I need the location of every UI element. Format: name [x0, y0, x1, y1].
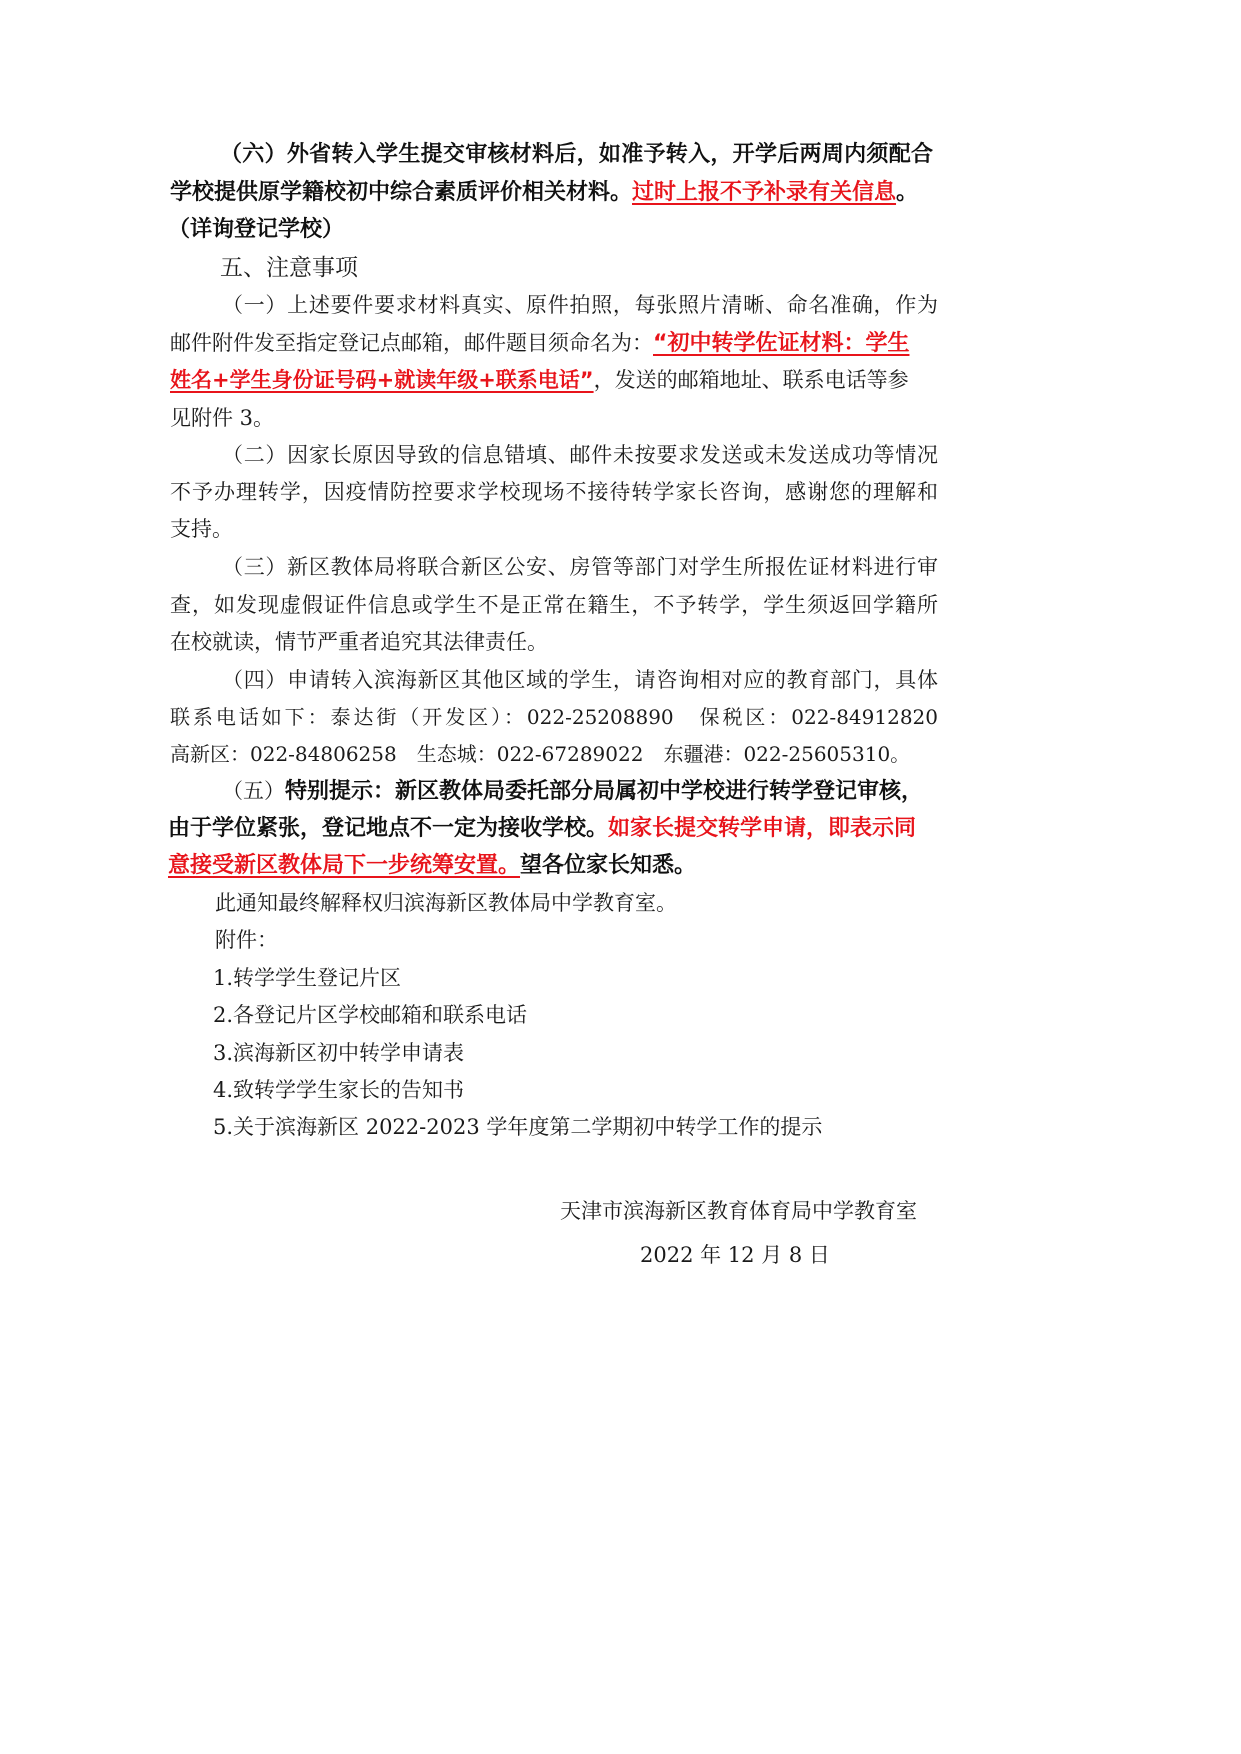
notice-p1-line2 [170, 328, 909, 359]
notice-p4-line1: （四）申请转入滨海新区其他区域的学生，请咨询相对应的教育部门，具体 [222, 668, 938, 692]
section6-line2-red: 过时上报不予补录有关信息 [632, 180, 897, 205]
attachment-item: 1.转学学生登记片区 [213, 966, 402, 990]
notice-p1-line4: 见附件 3。 [170, 406, 275, 430]
notice-p1-line3-red: 姓名+学生身份证号码+就读年级+联系电话” [170, 368, 594, 392]
notice-p4-line2: 联系电话如下：泰达街（开发区）：022-25208890 保税区：022-84912820 [170, 705, 938, 729]
notice-p4-line3: 高新区：022-84806258 生态城：022-67289022 东疆港：022-25605310。 [170, 742, 911, 766]
notice-p5-line2-bold: 由于学位紧张，登记地点不一定为接收学校。 [168, 816, 609, 841]
notice-p5-line2 [168, 814, 916, 844]
attachments-label: 附件： [215, 928, 278, 952]
section6-line3: （详询登记学校） [168, 217, 345, 242]
attachment-item: 4.致转学学生家长的告知书 [213, 1078, 465, 1102]
section6-line1: （六）外省转入学生提交审核材料后，如准予转入，开学后两周内须配合 [220, 142, 933, 167]
notice-p5-line2-red: 如家长提交转学申请，即表示同 [608, 816, 917, 841]
attachment-item: 2.各登记片区学校邮箱和联系电话 [213, 1003, 528, 1027]
notice-p2-line2: 不予办理转学，因疫情防控要求学校现场不接待转学家长咨询，感谢您的理解和 [170, 480, 938, 504]
notice-p5-line1-bold: 特别提示：新区教体局委托部分局属初中学校进行转学登记审核， [285, 779, 924, 804]
notice-p5-line3 [168, 851, 696, 881]
notice-p5-line3-red: 意接受新区教体局下一步统筹安置。 [168, 853, 521, 878]
section6-line2-end: 。 [896, 180, 919, 205]
notice-p1-line3-black: ，发送的邮箱地址、联系电话等参 [593, 368, 909, 392]
notice-p1-line1: （一）上述要件要求材料真实、原件拍照，每张照片清晰、命名准确，作为 [222, 293, 938, 317]
notice-heading: 五、注意事项 [220, 255, 358, 281]
notice-p3-line2: 查，如发现虚假证件信息或学生不是正常在籍生，不予转学，学生须返回学籍所 [170, 593, 938, 617]
notice-p2-line1: （二）因家长原因导致的信息错填、邮件未按要求发送或未发送成功等情况 [222, 443, 938, 467]
notice-p1-line2-black: 邮件附件发至指定登记点邮箱，邮件题目须命名为： [170, 331, 653, 355]
notice-p2-line3: 支持。 [170, 517, 233, 541]
notice-p1-line2-red: “初中转学佐证材料：学生 [653, 331, 910, 356]
notice-p5-line3-bold: 望各位家长知悉。 [520, 853, 697, 878]
final-note: 此通知最终解释权归滨海新区教体局中学教育室。 [215, 891, 677, 915]
signature-date: 2022 年 12 月 8 日 [640, 1243, 830, 1267]
notice-p1-line3 [170, 365, 909, 395]
signature-org: 天津市滨海新区教育体育局中学教育室 [560, 1199, 917, 1223]
section6-line2 [170, 178, 918, 208]
notice-p5-line1-normal: （五） [222, 779, 285, 803]
attachment-item: 5.关于滨海新区 2022-2023 学年度第二学期初中转学工作的提示 [213, 1115, 823, 1139]
section6-line2-black: 学校提供原学籍校初中综合素质评价相关材料。 [170, 180, 633, 205]
notice-p3-line3: 在校就读，情节严重者追究其法律责任。 [170, 630, 548, 654]
attachment-item: 3.滨海新区初中转学申请表 [213, 1041, 465, 1065]
notice-p3-line1: （三）新区教体局将联合新区公安、房管等部门对学生所报佐证材料进行审 [222, 555, 938, 579]
notice-p5-line1 [222, 776, 923, 807]
